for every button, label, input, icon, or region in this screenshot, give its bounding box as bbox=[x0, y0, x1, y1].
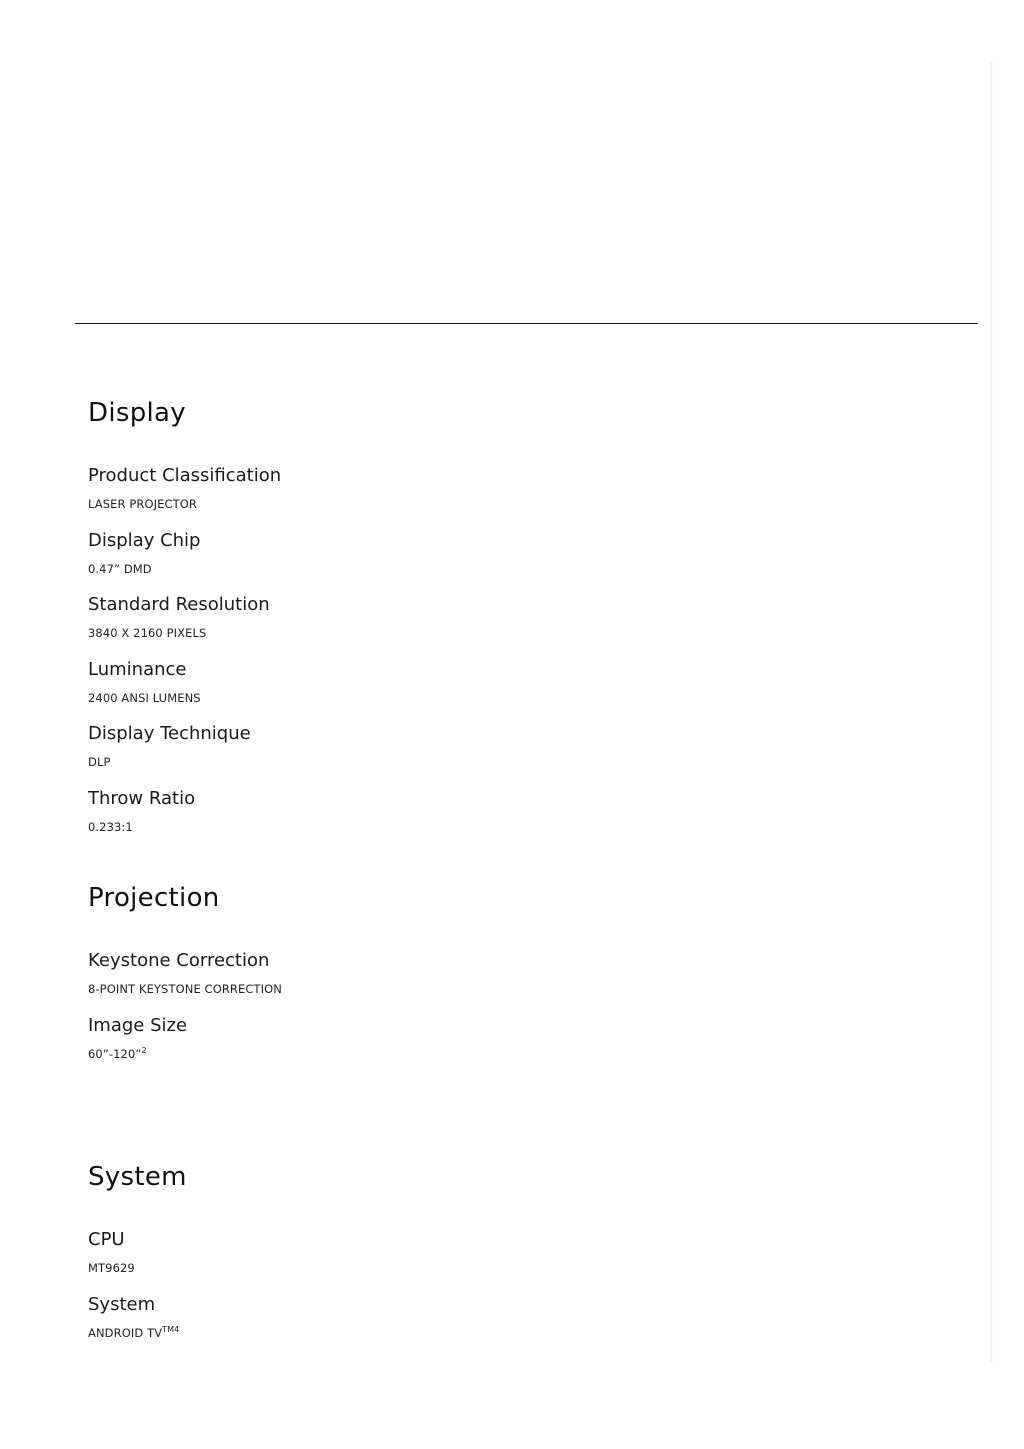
section-system bbox=[88, 1161, 968, 1357]
section-title: System bbox=[88, 1162, 187, 1192]
spec-value: LASER PROJECTOR bbox=[88, 497, 197, 511]
spec-label: System bbox=[88, 1293, 156, 1315]
spec-label: CPU bbox=[88, 1229, 125, 1250]
spec-product-classification bbox=[88, 464, 968, 529]
section-projection bbox=[88, 882, 968, 1078]
spec-label: Display Technique bbox=[88, 723, 251, 744]
section-display bbox=[88, 397, 968, 851]
section-title: Display bbox=[88, 398, 186, 428]
divider bbox=[75, 323, 978, 324]
trademark-marker: TM4 bbox=[162, 1324, 180, 1334]
spec-label: Luminance bbox=[88, 658, 187, 680]
spec-system bbox=[88, 1293, 968, 1358]
spec-display-chip bbox=[88, 529, 968, 594]
spec-luminance bbox=[88, 658, 968, 723]
spec-list bbox=[88, 949, 968, 1078]
spec-label: Product Classification bbox=[88, 465, 282, 486]
spec-value: 3840 X 2160 PIXELS bbox=[88, 626, 207, 640]
spec-image-size bbox=[88, 1014, 968, 1079]
spec-value: MT9629 bbox=[88, 1261, 135, 1275]
spec-list bbox=[88, 1228, 968, 1357]
spec-value: 0.47” DMD bbox=[88, 561, 152, 576]
spec-value: DLP bbox=[88, 755, 111, 769]
spec-value: 8-POINT KEYSTONE CORRECTION bbox=[88, 982, 282, 996]
spec-throw-ratio bbox=[88, 787, 968, 852]
spec-label: Throw Ratio bbox=[88, 787, 196, 809]
spec-display-technique bbox=[88, 722, 968, 787]
spec-value: 60”-120”$^2$ bbox=[88, 1045, 147, 1061]
spec-value: 2400 ANSI LUMENS bbox=[88, 690, 201, 705]
spec-label: Keystone Correction bbox=[88, 950, 270, 971]
spec-keystone-correction bbox=[88, 949, 968, 1014]
spec-list bbox=[88, 464, 968, 851]
spec-label: Standard Resolution bbox=[88, 594, 270, 615]
spec-standard-resolution bbox=[88, 593, 968, 658]
footnote-marker: 2 bbox=[141, 1045, 147, 1055]
spec-label: Display Chip bbox=[88, 529, 201, 551]
spec-value: ANDROID $TV^{TM4}$ bbox=[88, 1324, 180, 1340]
section-title: Projection bbox=[88, 883, 220, 913]
spec-label: Image Size bbox=[88, 1014, 188, 1036]
page-edge bbox=[990, 62, 993, 1362]
spec-cpu bbox=[88, 1228, 968, 1293]
spec-value: 0.233:1 bbox=[88, 819, 133, 834]
